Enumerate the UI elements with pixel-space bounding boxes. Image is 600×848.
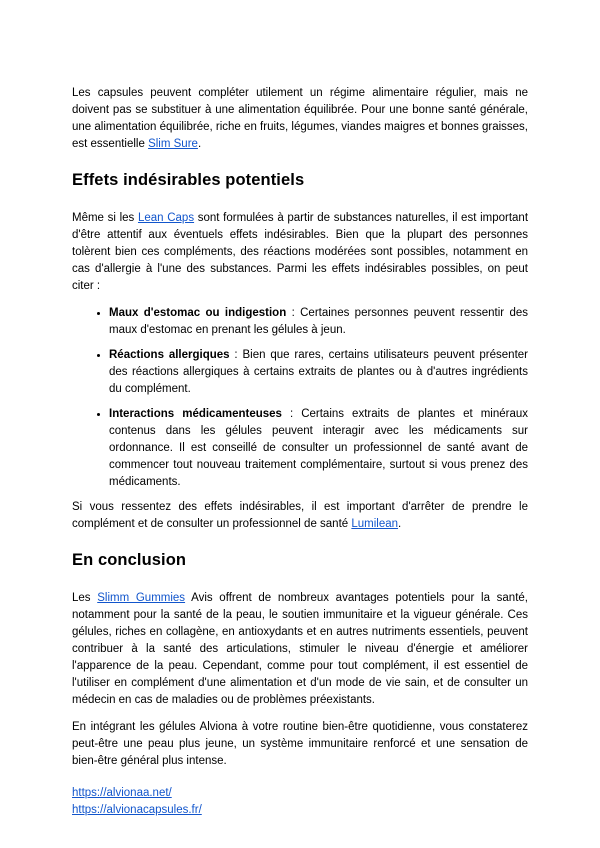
text-run: En intégrant les gélules Alviona à votre routine bien-être quotidienne, vous constaterez peut-être une peau plus jeune, un système immunitaire renforcé et une sensation de bien-être général plus intense. (72, 721, 528, 767)
conclusion-paragraph-2 (72, 719, 528, 770)
bold-text-run: Interactions médicamenteuses (109, 408, 282, 420)
text-run: sont formulées à partir de substances naturelles, il est important d'être attentif aux éventuels effets indésirables. Bien que la plupart des personnes tolèrent bien ces compléments, des réactions modérées sont possibles, notamment en cas d'allergie à l'une des substances. Parmi les effets indésirables possibles, on peut citer : (72, 212, 529, 292)
text-run: Avis offrent de nombreux avantages potentiels pour la santé, notamment pour la santé de la peau, le soutien immunitaire et la vigueur générale. Ces gélules, riches en collagène, en antioxydants et en autres nutriments essentiels, peuvent contribuer à la santé des articulations, stimuler le niveau d'énergie et améliorer l'apparence de la peau. Cependant, comme pour tout complément, il est essentiel de l'utiliser en complément d'une alimentation et d'un mode de vie sain, et de consulter un médecin en cas de maladies ou de problèmes préexistants. (72, 592, 528, 706)
text-run: . (197, 138, 202, 150)
heading-effets-indesirables (72, 170, 528, 191)
text-run: Même si les (72, 212, 138, 224)
hyperlink[interactable]: Lumilean (351, 518, 399, 530)
link-line (72, 785, 528, 802)
list-item (109, 305, 528, 339)
warning-paragraph (72, 499, 528, 533)
text-run: Effets indésirables potentiels (72, 171, 305, 189)
heading-conclusion (72, 550, 528, 571)
text-run: Si vous ressentez des effets indésirables, il est important d'arrêter de prendre le complément et de consulter un professionnel de santé (72, 501, 528, 530)
text-run: . (398, 518, 402, 530)
text-run: Les (72, 592, 98, 604)
list-item (109, 406, 528, 491)
hyperlink[interactable]: Lean Caps (137, 212, 195, 224)
bold-text-run: Réactions allergiques (109, 349, 230, 361)
conclusion-paragraph-1 (72, 590, 528, 709)
text-run: Les capsules peuvent compléter utilement un régime alimentaire régulier, mais ne doivent pas se substituer à une alimentation équilibrée. Pour une bonne santé générale, une alimentation équilibrée, riche en fruits, légumes, viandes maigres et bonnes graisses, est essentielle (72, 87, 528, 150)
text-run: En conclusion (72, 551, 187, 569)
text-run: : Certains extraits de plantes et minéraux contenus dans les gélules peuvent interagir avec les médicaments sur ordonnance. Il est conseillé de consulter un professionnel de santé avant de commencer tout nouveau traitement complémentaire, surtout si vous prenez des médicaments. (109, 408, 528, 488)
reference-links (72, 785, 528, 819)
side-effects-list (72, 305, 528, 491)
intro-paragraph (72, 85, 528, 153)
text-run: : Bien que rares, certains utilisateurs peuvent présenter des réactions allergiques à certains extraits de plantes ou à d'autres ingrédients du complément. (109, 349, 528, 395)
list-item (109, 347, 528, 398)
url-hyperlink[interactable]: https://alvionacapsules.fr/ (72, 804, 202, 816)
text-run: : Certaines personnes peuvent ressentir des maux d'estomac en prenant les gélules à jeun. (109, 307, 528, 336)
url-hyperlink[interactable]: https://alvionaa.net/ (72, 787, 172, 799)
hyperlink[interactable]: Slim Sure (148, 138, 198, 150)
hyperlink[interactable]: Slimm Gummies (97, 592, 186, 604)
bold-text-run: Maux d'estomac ou indigestion (109, 307, 287, 319)
link-line (72, 802, 528, 819)
side-effects-intro-paragraph (72, 210, 528, 295)
